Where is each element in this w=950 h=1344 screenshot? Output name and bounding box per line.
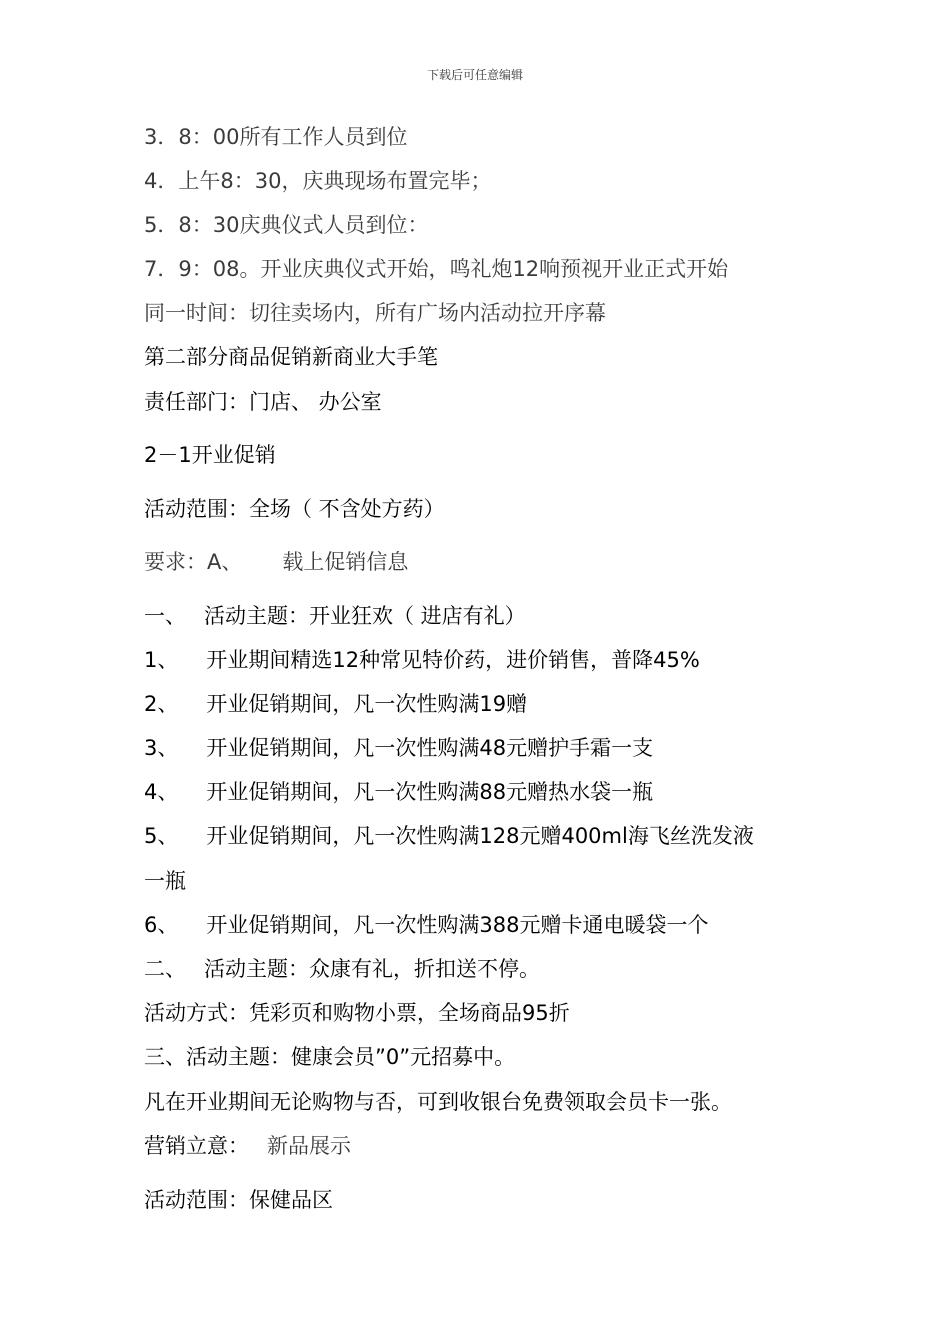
requirement-label: 要求：A、: [144, 550, 243, 574]
schedule-line-same-time: 同一时间：切往卖场内，所有广场内活动拉开序幕: [144, 301, 606, 325]
schedule-line-3: 3．8：00所有工作人员到位: [144, 125, 408, 149]
promo-item-6-number: 6、: [144, 913, 179, 937]
marketing-idea-text: 新品展示: [267, 1134, 351, 1158]
theme-two-text: 活动主题：众康有礼，折扣送不停。: [204, 957, 540, 981]
subsection-title: 2－1开业促销: [144, 443, 276, 467]
promo-item-4: [144, 779, 653, 805]
promo-item-5: [144, 823, 754, 849]
theme-one-number: 一、: [144, 604, 186, 628]
promo-item-3: [144, 735, 653, 761]
marketing-idea-label: 营销立意：: [144, 1134, 249, 1158]
activity-scope-health: 活动范围：保健品区: [144, 1188, 333, 1212]
membership-note: 凡在开业期间无论购物与否，可到收银台免费领取会员卡一张。: [144, 1090, 732, 1114]
promo-item-5-continued: 一瓶: [144, 869, 186, 893]
theme-three: 三、活动主题：健康会员”0”元招募中。: [144, 1045, 516, 1069]
page-header: 下载后可任意编辑: [426, 68, 523, 82]
promo-item-6-text: 开业促销期间，凡一次性购满388元赠卡通电暖袋一个: [206, 913, 709, 937]
promo-item-4-text: 开业促销期间，凡一次性购满88元赠热水袋一瓶: [206, 780, 654, 804]
schedule-line-7: 7．9：08。开业庆典仪式开始，鸣礼炮12响预视开业正式开始: [144, 257, 729, 281]
promo-item-5-text: 开业促销期间，凡一次性购满128元赠400ml海飞丝洗发液: [206, 824, 754, 848]
schedule-line-4: 4．上午8：30，庆典现场布置完毕；: [144, 169, 492, 193]
promo-item-1-text: 开业期间精选12种常见特价药，进价销售，普降45%: [206, 648, 700, 672]
schedule-line-5: 5．8：30庆典仪式人员到位：: [144, 213, 429, 237]
responsible-dept: 责任部门：门店、 办公室: [144, 390, 382, 414]
theme-one-text: 活动主题：开业狂欢（ 进店有礼）: [204, 604, 526, 628]
marketing-idea: [144, 1133, 351, 1159]
promo-item-4-number: 4、: [144, 780, 179, 804]
activity-scope: 活动范围：全场（ 不含处方药）: [144, 497, 445, 521]
promo-item-2: [144, 691, 527, 717]
section-title: 第二部分商品促销新商业大手笔: [144, 345, 438, 369]
requirement-line: [144, 549, 408, 575]
promo-item-2-text: 开业促销期间，凡一次性购满19赠: [206, 692, 528, 716]
promo-item-2-number: 2、: [144, 692, 179, 716]
promo-item-3-text: 开业促销期间，凡一次性购满48元赠护手霜一支: [206, 736, 654, 760]
promo-item-3-number: 3、: [144, 736, 179, 760]
theme-two: [144, 956, 540, 982]
promo-item-5-number: 5、: [144, 824, 179, 848]
promo-item-1: [144, 647, 700, 673]
promo-item-6: [144, 912, 708, 938]
requirement-text: 载上促销信息: [282, 550, 409, 574]
promo-item-1-number: 1、: [144, 648, 179, 672]
activity-method: 活动方式：凭彩页和购物小票，全场商品95折: [144, 1001, 570, 1025]
theme-two-number: 二、: [144, 957, 186, 981]
theme-one: [144, 603, 526, 629]
